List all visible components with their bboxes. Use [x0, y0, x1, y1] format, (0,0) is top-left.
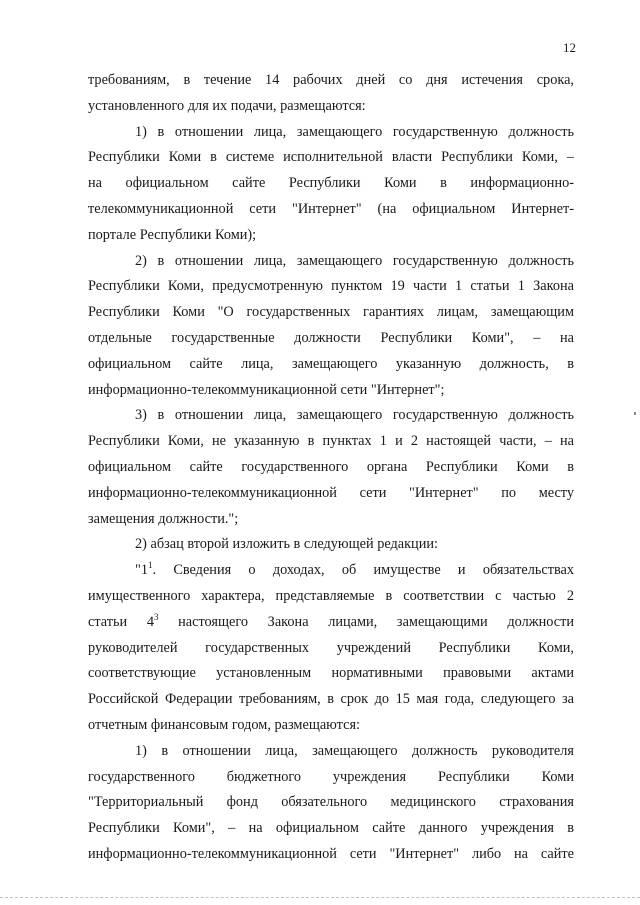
text-line: Российской Федерации требованиям, в срок до 15 мая года, следующего за: [88, 691, 574, 708]
superscript: 3: [153, 611, 159, 622]
text-line: информационно-телекоммуникационной сети "Интернет" либо на сайте: [88, 845, 574, 862]
text-line: замещения должности.";: [88, 510, 239, 527]
paragraph: [88, 249, 574, 404]
text-line: отчетным финансовым годом, размещаются:: [88, 716, 360, 733]
paragraph: [88, 558, 574, 739]
text-line: на официальном сайте Республики Коми в информационно-: [88, 175, 574, 192]
text-line: [88, 558, 574, 584]
superscript: 1: [148, 560, 153, 571]
paragraph: [88, 120, 574, 249]
page-number: 12: [563, 40, 576, 55]
paragraph: [88, 68, 574, 120]
text-line: 1) в отношении лица, замещающего должность руководителя: [135, 742, 574, 759]
paragraph: [88, 403, 574, 532]
text-line: Республики Коми, не указанную в пунктах 1 и 2 настоящей части, – на: [88, 433, 574, 450]
scan-artifact: [634, 412, 636, 415]
text-line: "Территориальный фонд обязательного медицинского страхования: [88, 794, 574, 811]
document-body: [88, 68, 574, 868]
text-line: телекоммуникационной сети "Интернет" (на официальном Интернет-: [88, 200, 574, 217]
scan-edge-line: [0, 897, 640, 899]
text-line: Республики Коми", – на официальном сайте данного учреждения в: [88, 820, 574, 837]
text-line: Республики Коми "О государственных гарантиях лицам, замещающим: [88, 304, 574, 321]
text-line: [88, 610, 574, 636]
text-line: 1) в отношении лица, замещающего государственную должность: [135, 123, 574, 140]
text-line: 2) в отношении лица, замещающего государственную должность: [135, 252, 574, 269]
text-fragment: . Сведения о доходах, об имуществе и обязательствах: [152, 562, 574, 579]
text-line: руководителей государственных учреждений Республики Коми,: [88, 639, 574, 656]
text-line: 2) абзац второй изложить в следующей редакции:: [135, 536, 438, 553]
text-line: 3) в отношении лица, замещающего государственную должность: [135, 407, 574, 424]
paragraph: [88, 739, 574, 868]
text-line: информационно-телекоммуникационной сети "Интернет" по месту: [88, 484, 574, 501]
text-line: портале Республики Коми);: [88, 226, 257, 243]
text-line: отдельные государственные должности Республики Коми", – на: [88, 329, 574, 346]
text-line: государственного бюджетного учреждения Республики Коми: [88, 768, 574, 785]
text-line: установленного для их подачи, размещаются:: [88, 97, 366, 114]
text-fragment: статьи 4: [88, 613, 154, 630]
text-fragment: "1: [135, 562, 148, 579]
text-line: Республики Коми, предусмотренную пунктом 19 части 1 статьи 1 Закона: [88, 278, 574, 295]
text-line: официальном сайте лица, замещающего указанную должность, в: [88, 355, 574, 372]
text-line: официальном сайте государственного органа Республики Коми в: [88, 458, 574, 475]
text-line: Республики Коми в системе исполнительной власти Республики Коми, –: [88, 149, 574, 166]
text-line: соответствующие установленным нормативными правовыми актами: [88, 665, 574, 682]
paragraph: [88, 532, 574, 558]
text-line: информационно-телекоммуникационной сети "Интернет";: [88, 381, 445, 398]
text-line: имущественного характера, представляемые в соответствии с частью 2: [88, 587, 574, 604]
text-line: требованиям, в течение 14 рабочих дней со дня истечения срока,: [88, 72, 574, 88]
text-fragment: настоящего Закона лицами, замещающими должности: [158, 613, 574, 630]
